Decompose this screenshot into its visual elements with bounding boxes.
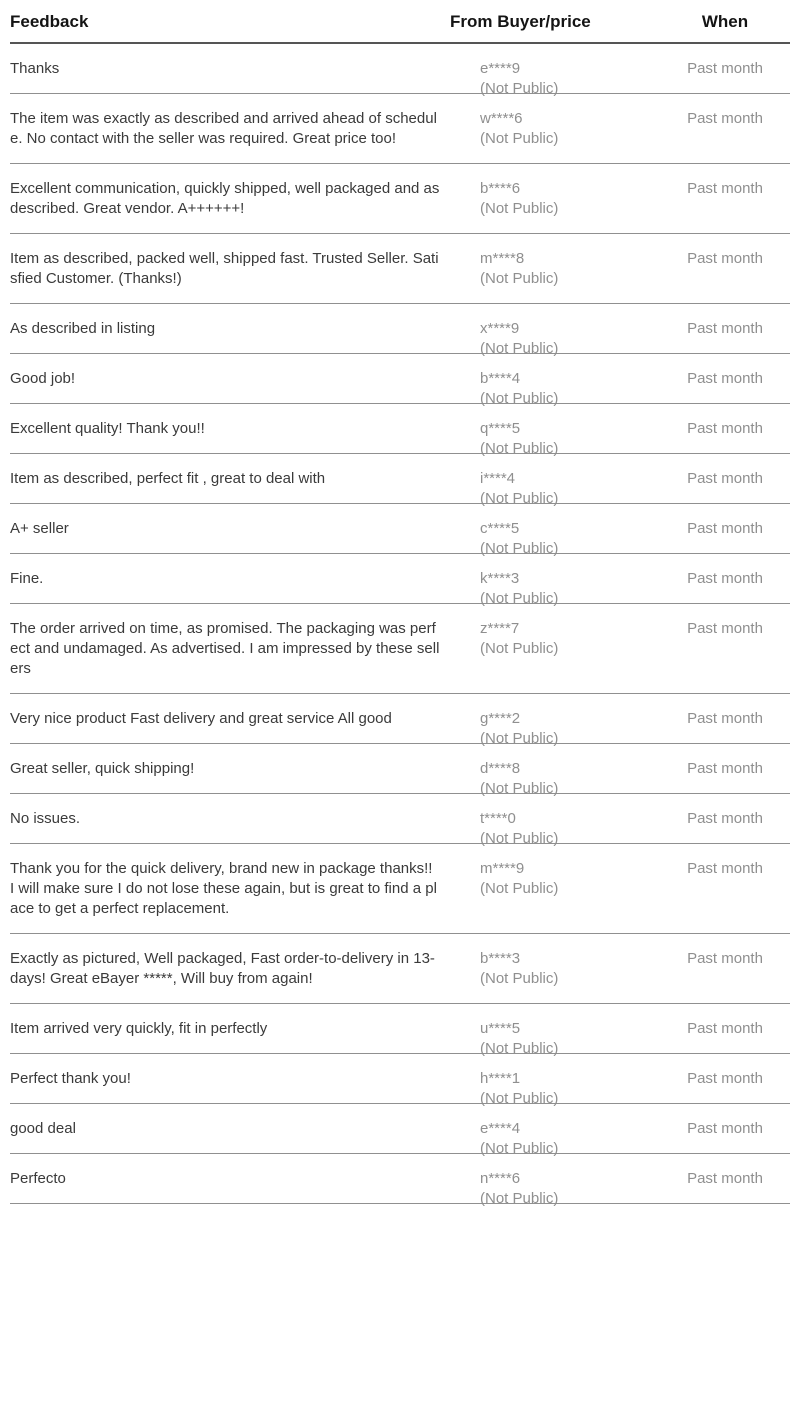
feedback-when: Past month: [687, 1170, 763, 1187]
feedback-when: Past month: [687, 1070, 763, 1087]
feedback-row: [10, 554, 790, 607]
feedback-when: Past month: [687, 420, 763, 437]
buyer-id: i****4: [480, 470, 516, 487]
feedback-comment: Fine.: [10, 570, 44, 587]
feedback-row: [10, 934, 790, 1004]
feedback-comment: Good job!: [10, 370, 76, 387]
feedback-when: Past month: [687, 110, 763, 127]
buyer-cell: [450, 369, 660, 407]
feedback-comment: Great seller, quick shipping!: [10, 760, 195, 777]
buyer-privacy-note: (Not Public): [480, 1190, 559, 1207]
feedback-row: [10, 844, 790, 934]
buyer-privacy-note: (Not Public): [480, 80, 559, 97]
buyer-cell: [450, 1119, 660, 1157]
feedback-row: [10, 604, 790, 694]
buyer-privacy-note: (Not Public): [480, 540, 559, 557]
feedback-rows: [10, 44, 790, 1207]
buyer-cell: [450, 319, 660, 357]
buyer-privacy-note: (Not Public): [480, 880, 559, 897]
buyer-privacy-note: (Not Public): [480, 440, 559, 457]
feedback-comment: Item arrived very quickly, fit in perfectly: [10, 1020, 268, 1037]
buyer-cell: [450, 859, 660, 897]
buyer-privacy-note: (Not Public): [480, 970, 559, 987]
buyer-id: t****0: [480, 810, 516, 827]
feedback-comment: The item was exactly as described and arrived ahead of schedule. No contact with the seller was required. Great price too!: [10, 110, 437, 147]
feedback-row: [10, 1004, 790, 1057]
feedback-when: Past month: [687, 180, 763, 197]
buyer-id: m****8: [480, 250, 525, 267]
feedback-row: [10, 164, 790, 234]
buyer-id: c****5: [480, 520, 520, 537]
column-header-feedback: Feedback: [10, 12, 89, 31]
buyer-cell: [450, 419, 660, 457]
feedback-when: Past month: [687, 470, 763, 487]
feedback-row: [10, 744, 790, 797]
buyer-id: z****7: [480, 620, 520, 637]
buyer-id: b****6: [480, 180, 521, 197]
buyer-privacy-note: (Not Public): [480, 390, 559, 407]
buyer-privacy-note: (Not Public): [480, 340, 559, 357]
buyer-cell: [450, 179, 660, 217]
feedback-when: Past month: [687, 60, 763, 77]
feedback-row: [10, 404, 790, 457]
feedback-comment: Item as described, packed well, shipped fast. Trusted Seller. Satisfied Customer. (Thanks!): [10, 250, 439, 287]
feedback-comment: Very nice product Fast delivery and great service All good: [10, 710, 392, 727]
feedback-comment: A+ seller: [10, 520, 69, 537]
feedback-when: Past month: [687, 810, 763, 827]
buyer-id: e****4: [480, 1120, 521, 1137]
feedback-comment: Perfect thank you!: [10, 1070, 131, 1087]
buyer-id: h****1: [480, 1070, 521, 1087]
feedback-row: [10, 504, 790, 557]
feedback-comment: Thank you for the quick delivery, brand new in package thanks!! I will make sure I do not lose these again, but is great to find a place to get a perfect replacement.: [10, 860, 437, 917]
buyer-cell: [450, 759, 660, 797]
feedback-row: [10, 354, 790, 407]
feedback-row: [10, 794, 790, 847]
buyer-cell: [450, 809, 660, 847]
feedback-when: Past month: [687, 710, 763, 727]
feedback-when: Past month: [687, 570, 763, 587]
feedback-row: [10, 1054, 790, 1107]
buyer-cell: [450, 1169, 660, 1207]
column-header-from-buyer-price: From Buyer/price: [450, 12, 591, 31]
feedback-comment: No issues.: [10, 810, 81, 827]
feedback-when: Past month: [687, 320, 763, 337]
feedback-row: [10, 94, 790, 164]
feedback-when: Past month: [687, 760, 763, 777]
feedback-comment: Excellent quality! Thank you!!: [10, 420, 205, 437]
buyer-cell: [450, 619, 660, 657]
buyer-id: m****9: [480, 860, 525, 877]
feedback-when: Past month: [687, 860, 763, 877]
buyer-cell: [450, 109, 660, 147]
buyer-privacy-note: (Not Public): [480, 640, 559, 657]
buyer-cell: [450, 519, 660, 557]
buyer-cell: [450, 949, 660, 987]
buyer-id: u****5: [480, 1020, 521, 1037]
buyer-id: q****5: [480, 420, 521, 437]
buyer-privacy-note: (Not Public): [480, 490, 559, 507]
buyer-privacy-note: (Not Public): [480, 200, 559, 217]
feedback-row: [10, 44, 790, 97]
feedback-row: [10, 234, 790, 304]
feedback-when: Past month: [687, 250, 763, 267]
buyer-cell: [450, 569, 660, 607]
feedback-table: [10, 0, 790, 1207]
feedback-comment: Thanks: [10, 60, 60, 77]
buyer-privacy-note: (Not Public): [480, 270, 559, 287]
buyer-cell: [450, 709, 660, 747]
buyer-privacy-note: (Not Public): [480, 130, 559, 147]
buyer-cell: [450, 1069, 660, 1107]
feedback-row: [10, 1104, 790, 1157]
buyer-id: g****2: [480, 710, 521, 727]
column-header-when: When: [701, 12, 749, 31]
buyer-cell: [450, 249, 660, 287]
buyer-cell: [450, 59, 660, 97]
buyer-cell: [450, 469, 660, 507]
buyer-cell: [450, 1019, 660, 1057]
feedback-when: Past month: [687, 370, 763, 387]
feedback-row: [10, 694, 790, 747]
buyer-privacy-note: (Not Public): [480, 590, 559, 607]
feedback-comment: The order arrived on time, as promised. The packaging was perfect and undamaged. As advertised. I am impressed by these sellers: [10, 620, 440, 677]
feedback-comment: As described in listing: [10, 320, 156, 337]
buyer-id: n****6: [480, 1170, 521, 1187]
buyer-id: b****4: [480, 370, 521, 387]
buyer-privacy-note: (Not Public): [480, 1040, 559, 1057]
feedback-comment: Item as described, perfect fit , great to deal with: [10, 470, 326, 487]
buyer-privacy-note: (Not Public): [480, 1090, 559, 1107]
feedback-row: [10, 454, 790, 507]
buyer-id: w****6: [480, 110, 523, 127]
feedback-when: Past month: [687, 620, 763, 637]
buyer-id: k****3: [480, 570, 520, 587]
feedback-when: Past month: [687, 520, 763, 537]
buyer-privacy-note: (Not Public): [480, 730, 559, 747]
feedback-comment: Exactly as pictured, Well packaged, Fast order-to-delivery in 13-days! Great eBayer *****, Will buy from again!: [10, 950, 435, 987]
buyer-privacy-note: (Not Public): [480, 780, 559, 797]
feedback-comment: Excellent communication, quickly shipped, well packaged and as described. Great vendor. A++++++!: [10, 180, 440, 217]
buyer-privacy-note: (Not Public): [480, 1140, 559, 1157]
buyer-id: d****8: [480, 760, 521, 777]
feedback-when: Past month: [687, 1120, 763, 1137]
table-header-row: [10, 0, 790, 44]
feedback-row: [10, 304, 790, 357]
buyer-privacy-note: (Not Public): [480, 830, 559, 847]
feedback-row: [10, 1154, 790, 1207]
feedback-when: Past month: [687, 950, 763, 967]
buyer-id: x****9: [480, 320, 520, 337]
feedback-comment: good deal: [10, 1120, 76, 1137]
feedback-comment: Perfecto: [10, 1170, 66, 1187]
feedback-when: Past month: [687, 1020, 763, 1037]
buyer-id: b****3: [480, 950, 521, 967]
buyer-id: e****9: [480, 60, 521, 77]
